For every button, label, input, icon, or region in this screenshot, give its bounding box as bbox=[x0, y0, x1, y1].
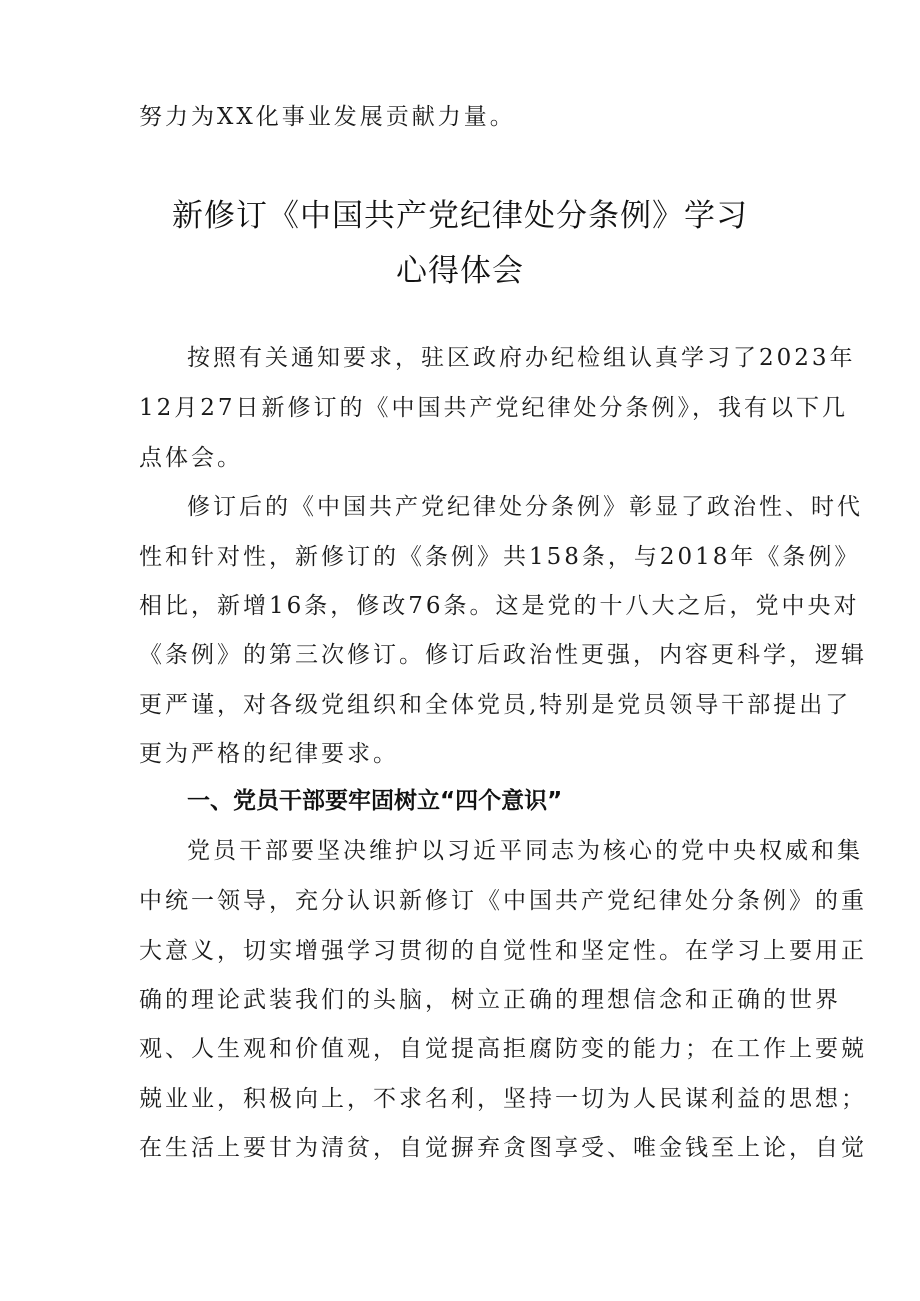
paragraph-3-line-7: 在生活上要甘为清贫，自觉摒弃贪图享受、唯金钱至上论，自觉 bbox=[139, 1135, 867, 1161]
paragraph-2-line-5: 更严谨，对各级党组织和全体党员,特别是党员领导干部提出了 bbox=[139, 692, 852, 718]
carryover-line: 努力为XX化事业发展贡献力量。 bbox=[139, 104, 516, 130]
paragraph-3-line-3: 大意义，切实增强学习贯彻的自觉性和坚定性。在学习上要用正 bbox=[139, 938, 867, 964]
section-1-heading: 一、党员干部要牢固树立“四个意识” bbox=[187, 788, 563, 814]
paragraph-3-line-6: 兢业业，积极向上，不求名利，坚持一切为人民谋利益的思想； bbox=[139, 1086, 867, 1112]
paragraph-1-line-3: 点体会。 bbox=[139, 445, 243, 471]
paragraph-3-line-1: 党员干部要坚决维护以习近平同志为核心的党中央权威和集 bbox=[187, 838, 863, 864]
paragraph-3-line-4: 确的理论武装我们的头脑，树立正确的理想信念和正确的世界 bbox=[139, 987, 841, 1013]
paragraph-2-line-1: 修订后的《中国共产党纪律处分条例》彰显了政治性、时代 bbox=[187, 494, 863, 520]
paragraph-2-line-3: 相比，新增16条，修改76条。这是党的十八大之后，党中央对 bbox=[139, 593, 860, 619]
paragraph-2-line-4: 《条例》的第三次修订。修订后政治性更强，内容更科学，逻辑 bbox=[139, 642, 867, 668]
paragraph-3-line-2: 中统一领导，充分认识新修订《中国共产党纪律处分条例》的重 bbox=[139, 888, 867, 914]
document-title-line-1: 新修订《中国共产党纪律处分条例》学习 bbox=[172, 198, 748, 234]
paragraph-2-line-2: 性和针对性，新修订的《条例》共158条，与2018年《条例》 bbox=[139, 544, 861, 570]
document-title-line-2: 心得体会 bbox=[396, 253, 524, 289]
paragraph-2-line-6: 更为严格的纪律要求。 bbox=[139, 741, 399, 767]
paragraph-1-line-2: 12月27日新修订的《中国共产党纪律处分条例》，我有以下几 bbox=[139, 395, 849, 421]
paragraph-3-line-5: 观、人生观和价值观，自觉提高拒腐防变的能力；在工作上要兢 bbox=[139, 1036, 867, 1062]
paragraph-1-line-1: 按照有关通知要求，驻区政府办纪检组认真学习了2023年 bbox=[187, 345, 856, 371]
